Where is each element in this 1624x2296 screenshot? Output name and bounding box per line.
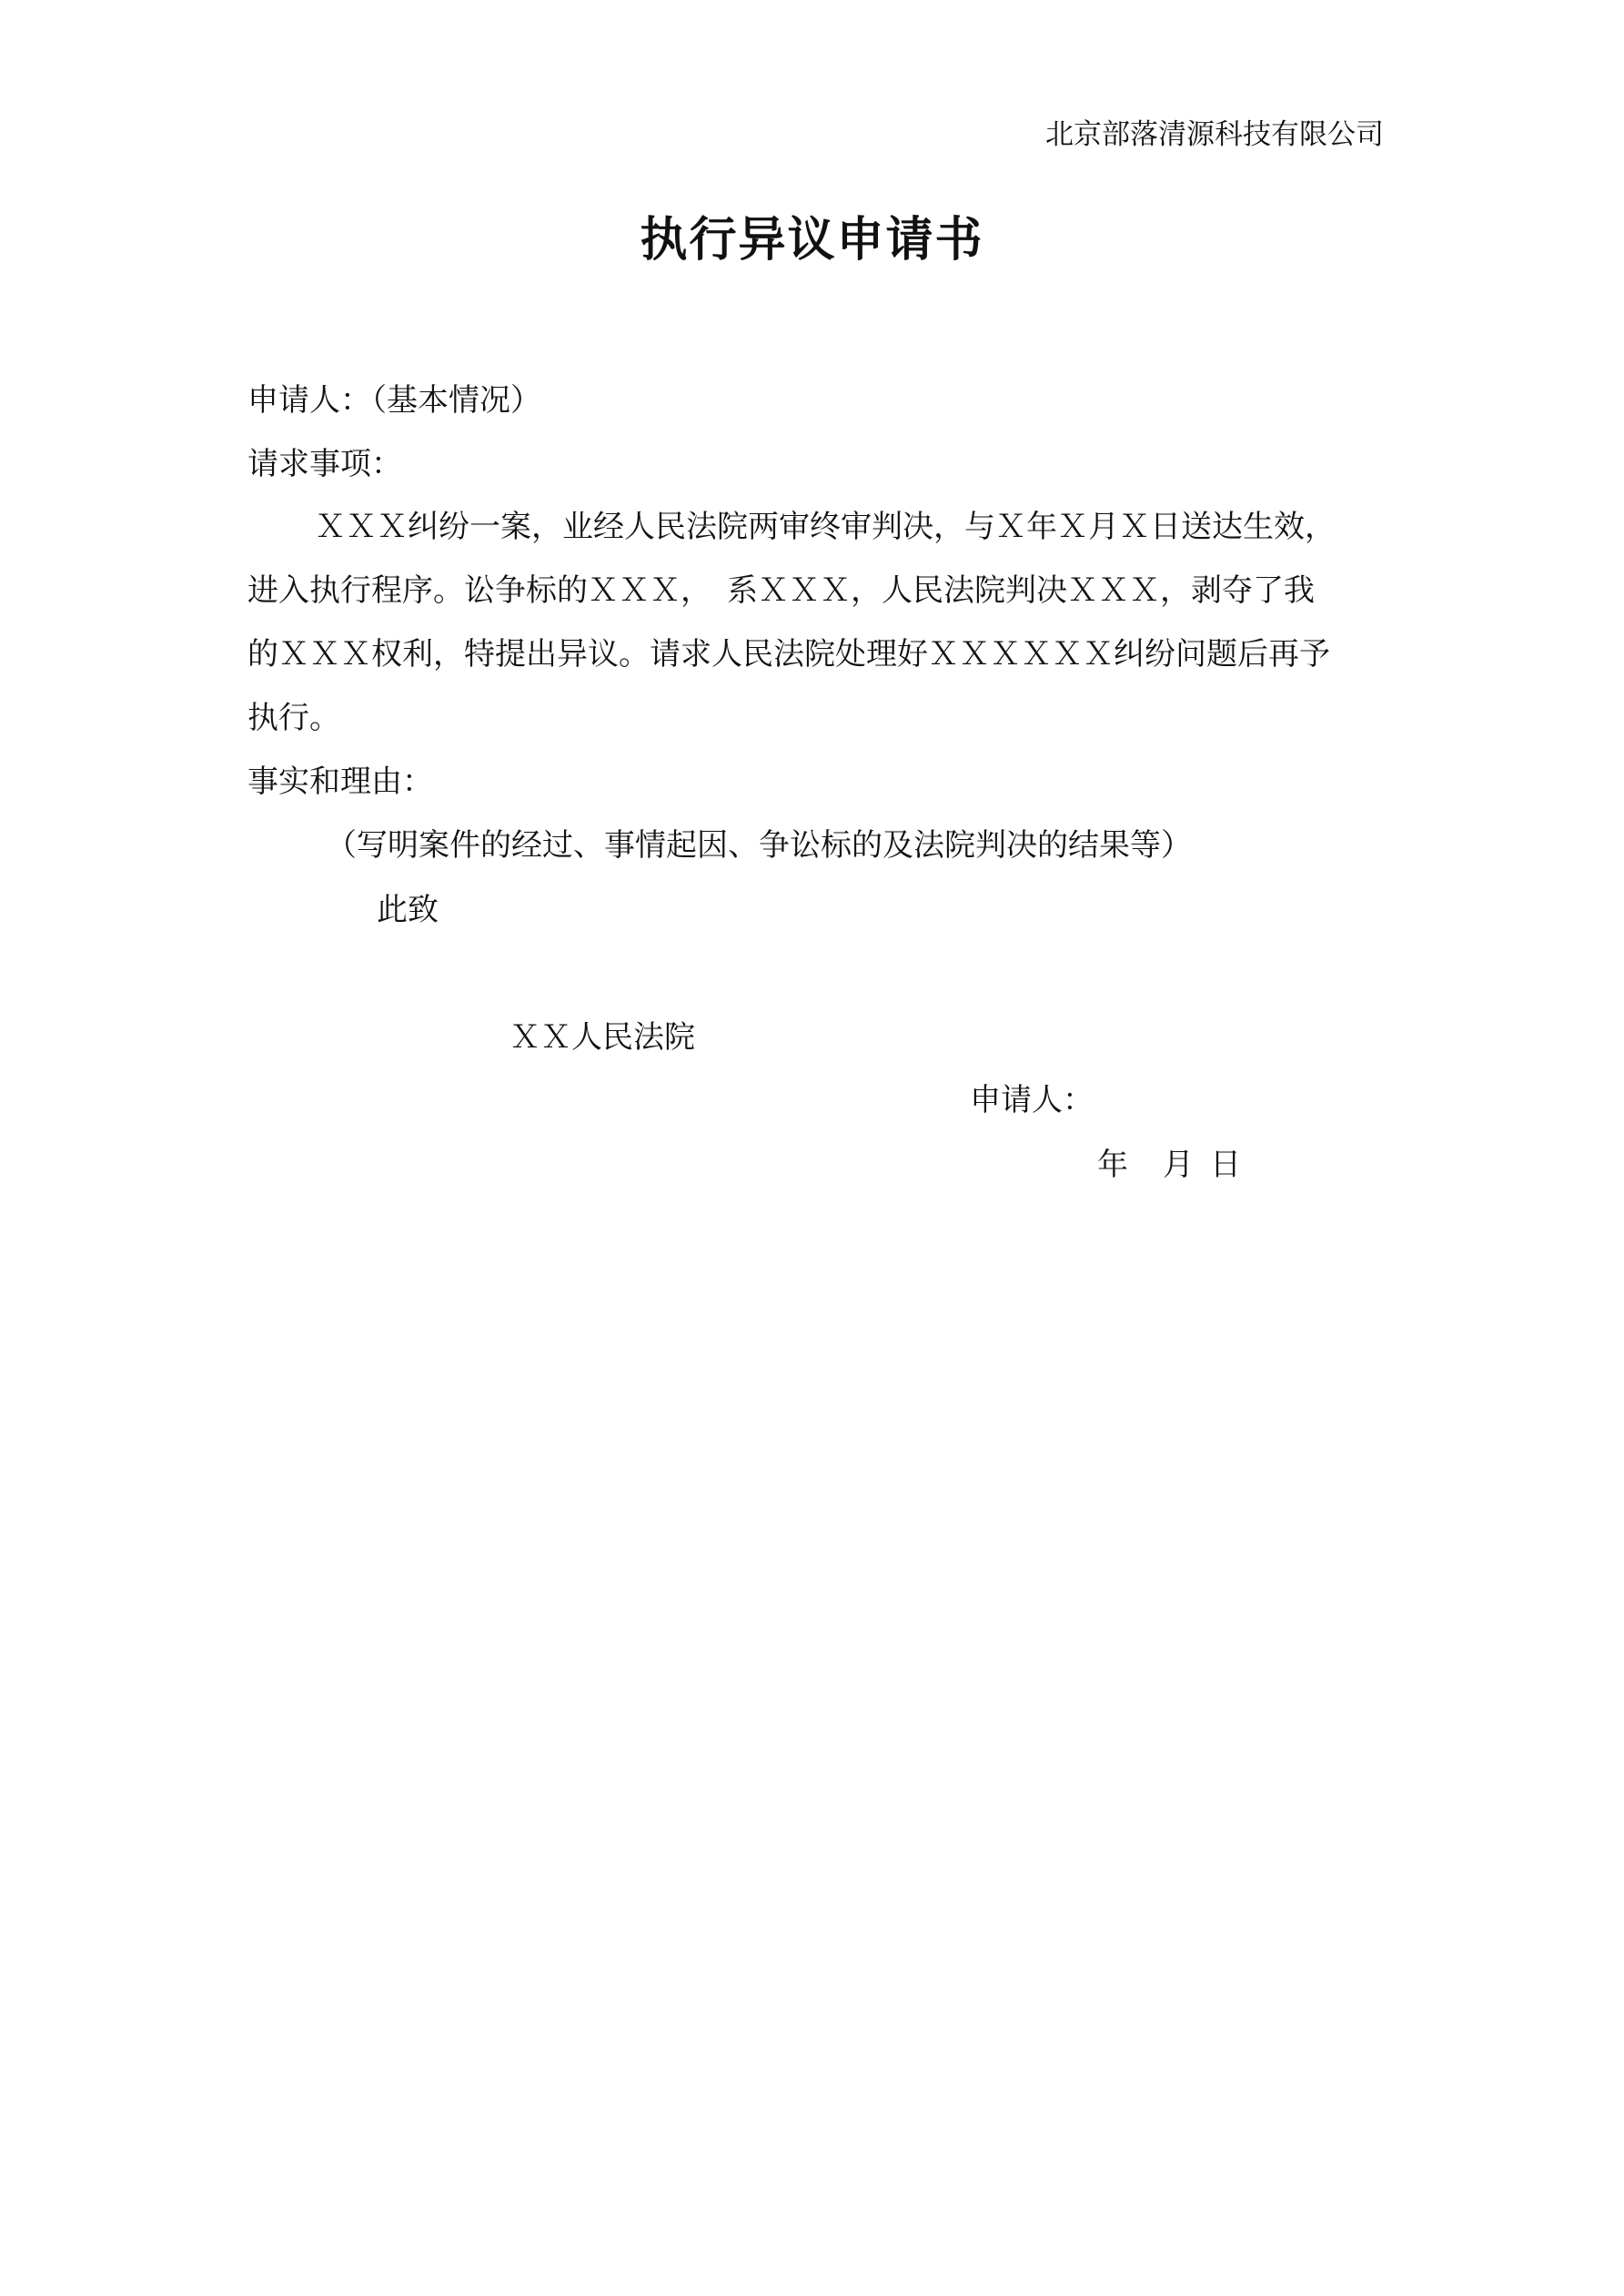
requests-body-line-4: 执行。: [247, 700, 340, 736]
requests-body-line-2: 进入执行程序。讼争标的ＸＸＸ， 系ＸＸＸ，人民法院判决ＸＸＸ，剥夺了我: [247, 572, 1315, 609]
facts-label: 事实和理由：: [247, 764, 433, 800]
salutation: 此致: [377, 892, 439, 928]
date-year: 年: [1097, 1147, 1128, 1183]
requests-label: 请求事项：: [247, 446, 402, 482]
facts-note: （写明案件的经过、事情起因、争讼标的及法院判决的结果等）: [326, 827, 1192, 864]
signature-applicant-label: 申请人：: [970, 1082, 1094, 1118]
court-name: ＸＸ人民法院: [509, 1019, 695, 1056]
signature-date: [1097, 1145, 1241, 1185]
requests-body-line-3: 的ＸＸＸ权利，特提出异议。请求人民法院处理好ＸＸＸＸＸＸ纠纷问题后再予: [247, 636, 1330, 673]
requests-body-line-1: ＸＸＸ纠纷一案，业经人民法院两审终审判决，与Ｘ年Ｘ月Ｘ日送达生效，: [315, 509, 1336, 545]
date-day: 日: [1210, 1147, 1241, 1183]
page-title: 执行异议申请书: [640, 212, 984, 268]
applicant-line: 申请人：（基本情况）: [247, 382, 541, 419]
company-name: 北京部落清源科技有限公司: [1045, 118, 1384, 151]
date-month: 月: [1163, 1147, 1194, 1183]
